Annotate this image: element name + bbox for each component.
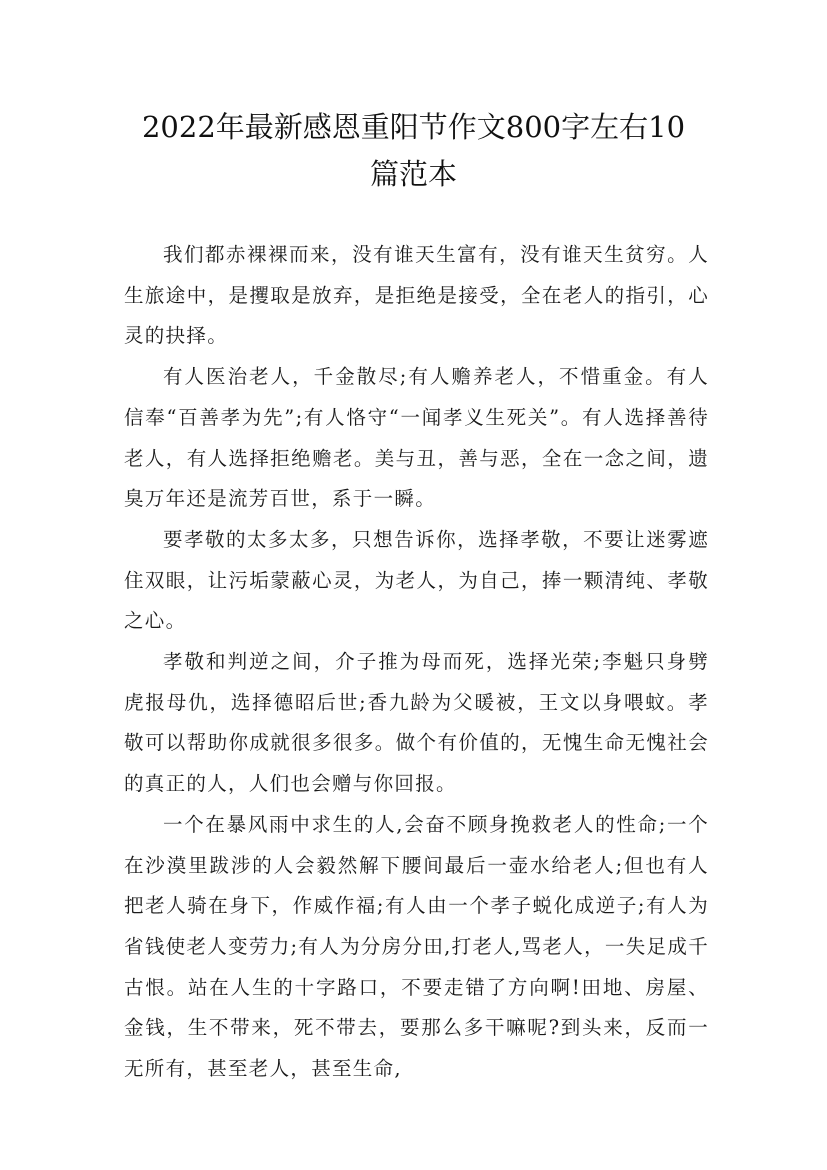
document-body [124, 235, 709, 1090]
paragraph-2: 有人医治老人，千金散尽;有人赡养老人，不惜重金。有人信奉“百善孝为先”;有人恪守“一闻孝义生死关”。有人选择善待老人，有人选择拒绝赡老。美与丑，善与恶，全在一念之间，遗臭万年还是流芳百世，系于一瞬。 [124, 365, 709, 511]
title-line-1: 2022年最新感恩重阳节作文800字左右10 [141, 110, 686, 144]
document-title [100, 104, 727, 198]
paragraph-1: 我们都赤裸裸而来，没有谁天生富有，没有谁天生贫穷。人生旅途中，是攫取是放弃，是拒绝是接受，全在老人的指引，心灵的抉择。 [124, 243, 709, 348]
paragraph-4: 孝敬和判逆之间，介子推为母而死，选择光荣;李魁只身劈虎报母仇，选择德昭后世;香九龄为父暖被，王文以身喂蚊。孝敬可以帮助你成就很多很多。做个有价值的，无愧生命无愧社会的真正的人，人们也会赠与你回报。 [124, 650, 709, 796]
paragraph-5: 一个在暴风雨中求生的人,会奋不顾身挽救老人的性命;一个在沙漠里跋涉的人会毅然解下腰间最后一壶水给老人;但也有人把老人骑在身下，作威作福;有人由一个孝子蜕化成逆子;有人为省钱使老人变劳力;有人为分房分田,打老人,骂老人，一失足成千古恨。站在人生的十字路口，不要走错了方向啊!田地、房屋、金钱，生不带来，死不带去，要那么多干嘛呢?到头来，反而一无所有，甚至老人，甚至生命, [124, 812, 709, 1081]
paragraph-3: 要孝敬的太多太多，只想告诉你，选择孝敬，不要让迷雾遮住双眼，让污垢蒙蔽心灵，为老人，为自己，捧一颗清纯、孝敬之心。 [124, 527, 709, 633]
title-line-2: 篇范本 [369, 157, 457, 191]
